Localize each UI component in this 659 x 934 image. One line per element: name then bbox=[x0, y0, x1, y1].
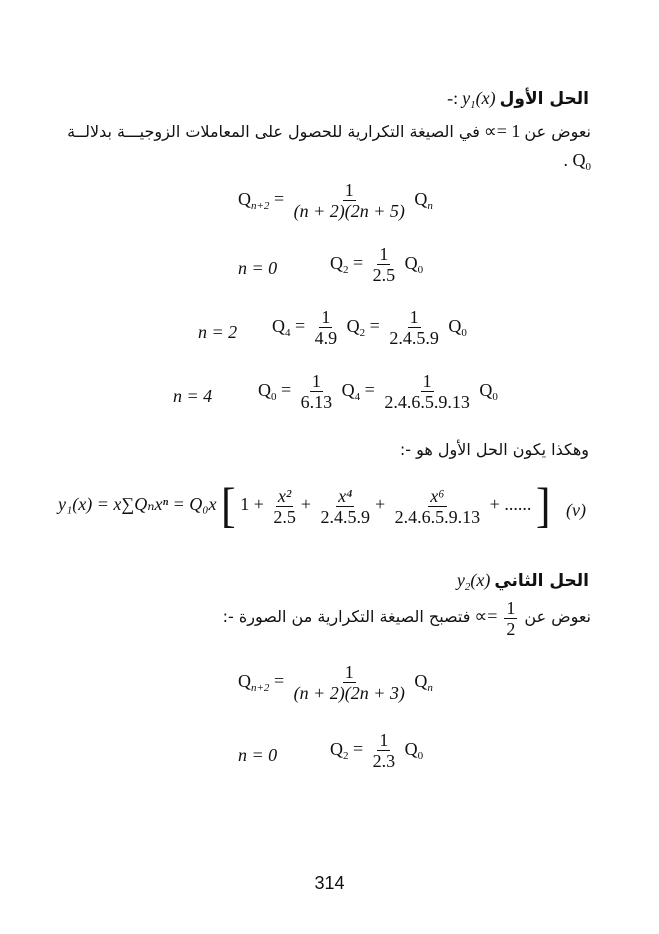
sol1-heading-text: الحل الأول bbox=[499, 89, 589, 109]
row-n0-eq: $Q_2$ = $\frac{1}{2.5}$ $Q_0$ bbox=[330, 244, 424, 285]
solution1-heading bbox=[447, 88, 589, 111]
rec1-fraction: $\frac{1}{(n + 2)(2n + 5)}$ bbox=[293, 180, 405, 221]
equation-label-v: (v) bbox=[566, 500, 586, 520]
series-lhs: y₁(x) = x∑Qₙxⁿ = Q₀x bbox=[58, 494, 217, 515]
right-bracket: ] bbox=[535, 478, 551, 533]
rec1-rhs: $Q_n$ bbox=[414, 188, 433, 212]
sol1-y1x: $y_1(x)$ bbox=[462, 88, 496, 111]
thus-statement: وهكذا يكون الحل الأول هو -: bbox=[399, 440, 589, 459]
row-n2-eq: $Q_4$ = $\frac{1}{4.9}$ $Q_2$ = $\frac{1}{2.4.5.9}$ $Q_0$ bbox=[272, 307, 467, 348]
sub1-sentence: نعوض عن bbox=[524, 122, 591, 141]
sub1-q0: . $Q_0$ bbox=[563, 150, 591, 173]
recurrence-2: $Q_{n+2}$ = $\frac{1}{(n + 2)(2n + 3)}$ $Q_n$ bbox=[238, 662, 433, 703]
sol1-heading-suffix: -: bbox=[447, 88, 459, 108]
substitution-sentence-1 bbox=[67, 121, 591, 142]
row2-n0-label: n = 0 bbox=[238, 745, 278, 765]
rec1-lhs: $Q_{n+2}$ bbox=[238, 188, 270, 212]
row-n0-label: n = 0 bbox=[238, 258, 278, 278]
left-bracket: [ bbox=[221, 478, 236, 533]
sub1-value: ∝= 1 bbox=[483, 121, 521, 141]
row-n4-eq: $Q_0$ = $\frac{1}{6.13}$ $Q_4$ = $\frac{1}{2.4.6.5.9.13}$ $Q_0$ bbox=[258, 371, 498, 412]
sub2-fraction: $\frac{1}{2}$ bbox=[506, 598, 516, 639]
sol2-y2x: $y_2(x)$ bbox=[456, 570, 491, 593]
sub2-rest: فتصبح الصيغة التكرارية من الصورة -: bbox=[222, 607, 471, 627]
recurrence-1: $Q_{n+2}$ = $\frac{1}{(n + 2)(2n + 5)}$ $Q_n$ bbox=[238, 180, 433, 221]
sol2-heading-text: الحل الثاني bbox=[494, 571, 589, 591]
series-solution: y₁(x) = x∑Qₙxⁿ = Q₀x [ 1 + $\frac{\text{x²}}{2.5}$ + $\frac{\text{x⁴}}{2.4.5.9}$ + $\frac{\text{x⁶}}{2.4.6.5.9.13}$ + ...... ] bbox=[58, 478, 551, 533]
substitution-sentence-2 bbox=[223, 598, 591, 639]
sub2-alpha: ∝= bbox=[474, 606, 498, 627]
row2-n0-eq: $Q_2$ = $\frac{1}{2.3}$ $Q_0$ bbox=[330, 730, 424, 771]
sub1-rest: في الصيغة التكرارية للحصول على المعاملات الزوجيـــة بدلالــة bbox=[67, 122, 480, 141]
series-t1: 1 + bbox=[240, 494, 264, 515]
sub2-sentence: نعوض عن bbox=[524, 607, 591, 627]
solution2-heading bbox=[457, 570, 589, 593]
row-n2-label: n = 2 bbox=[198, 322, 238, 342]
page-number: 314 bbox=[314, 873, 345, 893]
series-tail: + ...... bbox=[489, 494, 532, 515]
row-n4-label: n = 4 bbox=[173, 386, 213, 406]
